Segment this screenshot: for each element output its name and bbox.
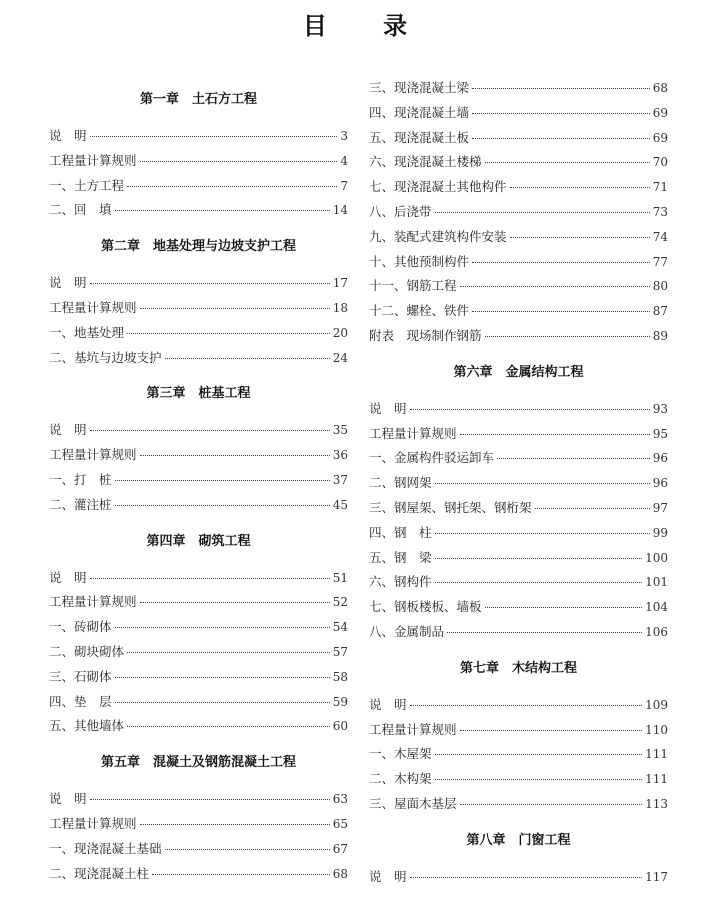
dot-leader (535, 508, 650, 509)
toc-entry[interactable] (369, 865, 668, 890)
toc-entry[interactable] (369, 471, 668, 496)
toc-entry-title: 五、现浇混凝土板 (369, 129, 470, 145)
toc-entry[interactable] (49, 566, 348, 591)
toc-entry[interactable] (49, 665, 348, 690)
toc-entry-title: 二、灌注桩 (49, 496, 112, 512)
toc-page-number: 67 (332, 841, 348, 856)
chapter-heading: 第六章 金属结构工程 (453, 364, 584, 380)
toc-entry[interactable] (49, 443, 348, 468)
toc-left-column (49, 76, 348, 886)
toc-entry-title: 二、现浇混凝土柱 (49, 865, 150, 881)
dot-leader (460, 286, 650, 287)
dot-leader (472, 138, 650, 139)
toc-entry[interactable] (369, 200, 668, 225)
toc-page-number: 45 (332, 497, 348, 512)
toc-page-number: 52 (332, 595, 348, 610)
toc-entry[interactable] (369, 397, 668, 422)
toc-entry[interactable] (369, 422, 668, 447)
toc-entry[interactable] (369, 792, 668, 817)
dot-leader (140, 824, 330, 825)
toc-page-number: 58 (332, 669, 348, 684)
toc-page-number: 69 (652, 130, 668, 145)
toc-page-number: 59 (332, 694, 348, 709)
dot-leader (115, 702, 330, 703)
toc-entry-title: 一、现浇混凝土基础 (49, 840, 162, 856)
toc-entry-title: 八、金属制品 (369, 623, 445, 639)
dot-leader (472, 311, 650, 312)
toc-entry-title: 七、现浇混凝土其他构件 (369, 179, 507, 195)
toc-page-number: 74 (652, 229, 668, 244)
toc-entry[interactable] (369, 595, 668, 620)
toc-entry-title: 一、打 桩 (49, 471, 112, 487)
toc-entry[interactable] (49, 615, 348, 640)
toc-page-number: 101 (645, 575, 668, 590)
toc-entry-title: 六、现浇混凝土楼梯 (369, 154, 482, 170)
toc-entry[interactable] (369, 718, 668, 743)
dot-leader (115, 210, 330, 211)
toc-entry[interactable] (49, 321, 348, 346)
toc-page-number: 93 (652, 401, 668, 416)
dot-leader (115, 505, 330, 506)
dot-leader (485, 162, 650, 163)
dot-leader (460, 434, 650, 435)
toc-entry-title: 三、钢屋架、钢托架、钢桁架 (369, 499, 532, 515)
toc-page-number: 110 (645, 722, 668, 737)
toc-page-number: 60 (332, 719, 348, 734)
dot-leader (165, 358, 330, 359)
toc-entry-title: 四、钢 柱 (369, 524, 432, 540)
dot-leader (90, 136, 338, 137)
dot-leader (510, 237, 650, 238)
dot-leader (140, 455, 330, 456)
dot-leader (435, 212, 650, 213)
toc-entry[interactable] (369, 76, 668, 101)
toc-page-number: 3 (340, 129, 348, 143)
toc-entry-title: 八、后浇带 (369, 203, 432, 219)
toc-entry[interactable] (369, 496, 668, 521)
chapter-heading: 第四章 砌筑工程 (146, 533, 251, 549)
toc-page-number: 117 (645, 869, 668, 884)
toc-entry[interactable] (369, 126, 668, 151)
toc-entry[interactable] (49, 418, 348, 443)
toc-entry-title: 十二、螺栓、铁件 (369, 303, 470, 319)
dot-leader (460, 730, 643, 731)
toc-entry-title: 四、垫 层 (49, 693, 112, 709)
toc-entry-title: 三、石砌体 (49, 668, 112, 684)
toc-page-number: 51 (332, 570, 348, 585)
toc-entry-title: 工程量计算规则 (369, 721, 457, 737)
toc-entry-title: 三、屋面木基层 (369, 795, 457, 811)
dot-leader (115, 627, 330, 628)
dot-leader (152, 874, 330, 875)
dot-leader (410, 409, 650, 410)
dot-leader (410, 705, 643, 706)
toc-entry-title: 二、基坑与边坡支护 (49, 349, 162, 365)
page-title: 目 录 (302, 12, 432, 40)
toc-page-number: 106 (645, 624, 668, 639)
toc-entry-title: 工程量计算规则 (49, 152, 137, 168)
toc-page-number: 95 (652, 426, 668, 441)
toc-page-number: 73 (652, 204, 668, 219)
toc-entry[interactable] (49, 590, 348, 615)
toc-entry-title: 二、砌块砌体 (49, 643, 125, 659)
toc-entry-title: 一、砖砌体 (49, 619, 112, 635)
dot-leader (485, 607, 643, 608)
dot-leader (485, 336, 650, 337)
toc-entry[interactable] (369, 693, 668, 718)
toc-entry[interactable] (49, 640, 348, 665)
toc-page-number: 20 (332, 325, 348, 340)
toc-page-number: 99 (652, 525, 668, 540)
toc-entry-title: 说 明 (49, 422, 87, 438)
dot-leader (165, 849, 330, 850)
toc-entry-title: 六、钢构件 (369, 574, 432, 590)
toc-page-number: 17 (332, 276, 348, 291)
dot-leader (115, 677, 330, 678)
toc-page-number: 71 (652, 180, 668, 195)
toc-entry[interactable] (369, 620, 668, 645)
dot-leader (435, 558, 643, 559)
toc-page-number: 68 (652, 81, 668, 95)
toc-page-number: 97 (652, 500, 668, 515)
toc-entry[interactable] (49, 346, 348, 371)
toc-entry-title: 说 明 (49, 791, 87, 807)
toc-page-number: 89 (652, 328, 668, 343)
toc-page-number: 54 (332, 620, 348, 635)
toc-entry[interactable] (49, 198, 348, 223)
toc-entry[interactable] (369, 767, 668, 792)
dot-leader (435, 779, 643, 780)
dot-leader (115, 480, 330, 481)
dot-leader (90, 283, 330, 284)
toc-entry-title: 一、地基处理 (49, 324, 125, 340)
toc-entry[interactable] (49, 787, 348, 812)
toc-entry[interactable] (49, 468, 348, 493)
toc-entry-title: 四、现浇混凝土墙 (369, 104, 470, 120)
dot-leader (140, 602, 330, 603)
toc-entry[interactable] (369, 274, 668, 299)
toc-entry-title: 三、现浇混凝土梁 (369, 80, 470, 95)
toc-entry-title: 工程量计算规则 (49, 299, 137, 315)
toc-entry-title: 二、木构架 (369, 771, 432, 787)
toc-page-number: 96 (652, 476, 668, 491)
toc-page-number: 96 (652, 451, 668, 466)
toc-entry[interactable] (369, 742, 668, 767)
toc-entry-title: 说 明 (49, 128, 87, 143)
toc-right-column (369, 76, 668, 890)
dot-leader (410, 877, 643, 878)
toc-page-number: 87 (652, 304, 668, 319)
toc-page-number: 77 (652, 254, 668, 269)
toc-entry-title: 一、土方工程 (49, 177, 125, 193)
chapter-heading: 第八章 门窗工程 (466, 832, 571, 848)
toc-page-number: 68 (332, 866, 348, 881)
toc-entry[interactable] (369, 546, 668, 571)
toc-page-number: 69 (652, 105, 668, 120)
toc-entry-title: 工程量计算规则 (49, 594, 137, 610)
dot-leader (127, 652, 330, 653)
toc-entry[interactable] (369, 175, 668, 200)
dot-leader (435, 582, 643, 583)
chapter-heading: 第二章 地基处理与边坡支护工程 (100, 239, 296, 255)
toc-entry-title: 一、金属构件驳运卸车 (369, 450, 495, 466)
toc-entry[interactable] (49, 812, 348, 837)
toc-entry[interactable] (369, 250, 668, 275)
toc-entry-title: 工程量计算规则 (49, 447, 137, 463)
dot-leader (460, 804, 643, 805)
dot-leader (127, 333, 330, 334)
toc-entry-title: 工程量计算规则 (49, 815, 137, 831)
chapter-heading: 第五章 混凝土及钢筋混凝土工程 (100, 755, 296, 771)
toc-entry[interactable] (369, 299, 668, 324)
dot-leader (140, 308, 330, 309)
toc-page-number: 100 (645, 550, 668, 565)
dot-leader (447, 632, 642, 633)
dot-leader (140, 161, 338, 162)
dot-leader (510, 187, 650, 188)
toc-entry-title: 说 明 (369, 696, 407, 712)
dot-leader (127, 186, 337, 187)
toc-entry[interactable] (49, 837, 348, 862)
toc-entry-title: 十、其他预制构件 (369, 253, 470, 269)
toc-entry-title: 二、钢网架 (369, 475, 432, 491)
toc-entry[interactable] (49, 690, 348, 715)
toc-entry[interactable] (369, 101, 668, 126)
toc-entry-title: 五、钢 梁 (369, 549, 432, 565)
toc-page-number: 14 (332, 203, 348, 218)
toc-page-number: 57 (332, 644, 348, 659)
toc-page-number: 80 (652, 279, 668, 294)
toc-entry[interactable] (369, 521, 668, 546)
toc-entry[interactable] (49, 149, 348, 174)
toc-entry[interactable] (49, 174, 348, 199)
toc-page-number: 104 (645, 600, 668, 615)
toc-page-number: 35 (332, 423, 348, 438)
toc-page-number: 70 (652, 155, 668, 170)
dot-leader (472, 88, 650, 89)
toc-entry-title: 一、木屋架 (369, 746, 432, 762)
toc-page-number: 18 (332, 300, 348, 315)
chapter-heading: 第一章 土石方工程 (139, 92, 257, 107)
toc-entry-title: 工程量计算规则 (369, 425, 457, 441)
toc-page-number: 113 (645, 796, 668, 811)
toc-entry-title: 二、回 填 (49, 202, 112, 218)
toc-entry[interactable] (369, 570, 668, 595)
dot-leader (90, 578, 330, 579)
toc-entry-title: 五、其他墙体 (49, 718, 125, 734)
toc-page-number: 24 (332, 350, 348, 365)
toc-entry-title: 说 明 (369, 868, 407, 884)
toc-entry[interactable] (49, 862, 348, 887)
toc-page-number: 36 (332, 448, 348, 463)
toc-entry[interactable] (369, 150, 668, 175)
toc-entry[interactable] (49, 296, 348, 321)
toc-entry[interactable] (369, 225, 668, 250)
dot-leader (435, 533, 650, 534)
toc-entry-title: 说 明 (49, 275, 87, 291)
toc-entry[interactable] (369, 324, 668, 349)
toc-entry[interactable] (49, 714, 348, 739)
toc-page-number: 111 (645, 747, 668, 762)
toc-page-number: 109 (645, 697, 668, 712)
toc-page-number: 7 (340, 178, 348, 193)
dot-leader (90, 799, 330, 800)
dot-leader (472, 113, 650, 114)
chapter-heading: 第三章 桩基工程 (146, 386, 251, 402)
toc-entry-title: 说 明 (49, 569, 87, 585)
toc-page-number: 63 (332, 792, 348, 807)
dot-leader (435, 754, 643, 755)
chapter-heading: 第七章 木结构工程 (459, 660, 577, 676)
toc-entry[interactable] (369, 446, 668, 471)
toc-entry[interactable] (49, 124, 348, 149)
toc-entry[interactable] (49, 271, 348, 296)
toc-entry-title: 说 明 (369, 400, 407, 416)
toc-page-number: 4 (340, 153, 348, 168)
dot-leader (435, 483, 650, 484)
dot-leader (127, 726, 330, 727)
toc-page-number: 37 (332, 472, 348, 487)
toc-entry-title: 十一、钢筋工程 (369, 278, 457, 294)
toc-entry[interactable] (49, 493, 348, 518)
toc-entry-title: 九、装配式建筑构件安装 (369, 228, 507, 244)
toc-entry-title: 七、钢板楼板、墙板 (369, 599, 482, 615)
dot-leader (90, 430, 330, 431)
toc-page-number: 111 (645, 772, 668, 787)
toc-page-number: 65 (332, 816, 348, 831)
dot-leader (497, 458, 650, 459)
toc-entry-title: 附表 现场制作钢筋 (369, 327, 482, 343)
dot-leader (472, 262, 650, 263)
